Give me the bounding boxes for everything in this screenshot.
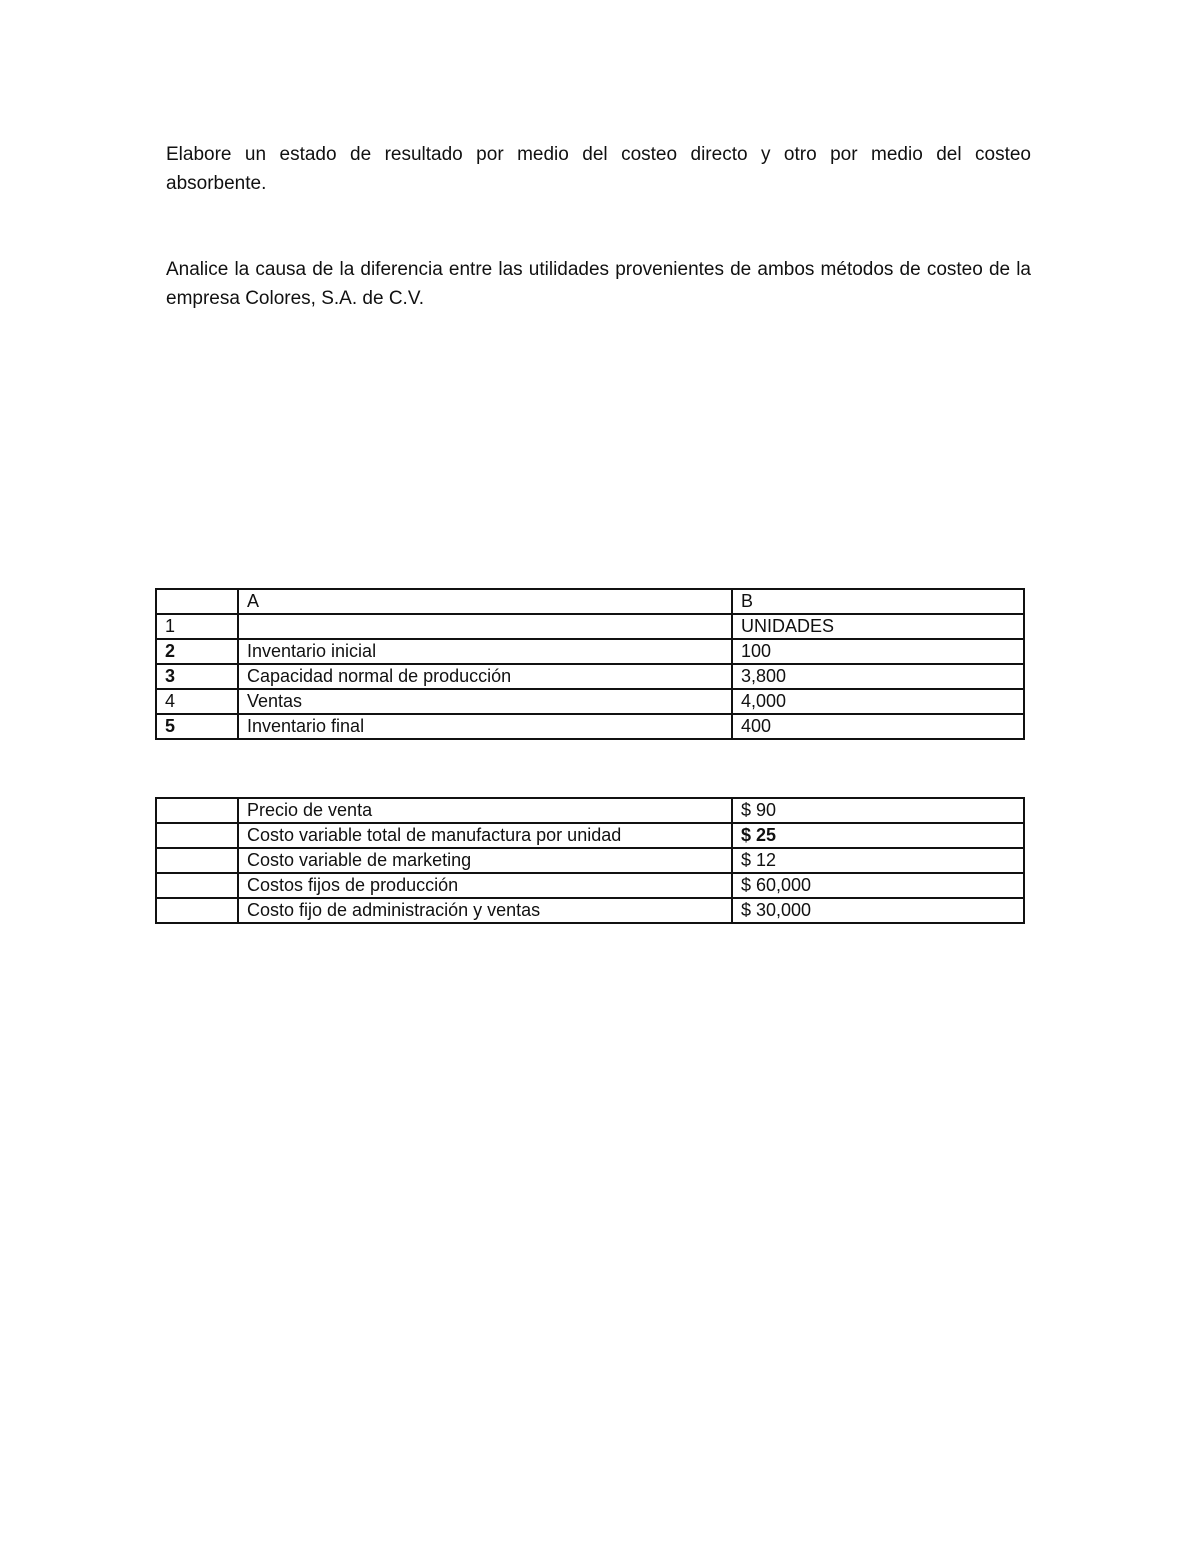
label-cell: Costo variable de marketing: [238, 848, 732, 873]
row-number-cell: 5: [156, 714, 238, 739]
row-number-cell: 4: [156, 689, 238, 714]
table-row: [156, 798, 1024, 823]
row-number-cell: [156, 798, 238, 823]
row-number-cell: 2: [156, 639, 238, 664]
costs-table: [155, 797, 1025, 924]
value-cell: 4,000: [732, 689, 1024, 714]
table-row: [156, 823, 1024, 848]
units-table: [155, 588, 1025, 740]
row-number-cell: 1: [156, 614, 238, 639]
value-cell: 400: [732, 714, 1024, 739]
value-cell: $ 30,000: [732, 898, 1024, 923]
row-number-cell: 3: [156, 664, 238, 689]
row-number-cell: [156, 898, 238, 923]
table-row: [156, 689, 1024, 714]
label-cell: [238, 614, 732, 639]
instruction-paragraph-2: Analice la causa de la diferencia entre las utilidades provenientes de ambos métodos de costeo de la empresa Colores, S.A. de C.V.: [166, 259, 1031, 309]
label-cell: Costos fijos de producción: [238, 873, 732, 898]
column-b-header: B: [732, 589, 1024, 614]
value-cell: $ 12: [732, 848, 1024, 873]
value-cell: $ 25: [732, 823, 1024, 848]
instruction-paragraph-1: Elabore un estado de resultado por medio del costeo directo y otro por medio del costeo absorbente.: [166, 144, 1031, 194]
row-number-cell: [156, 589, 238, 614]
table-row: [156, 898, 1024, 923]
row-number-cell: [156, 848, 238, 873]
table-row: [156, 664, 1024, 689]
row-number-cell: [156, 823, 238, 848]
value-cell: $ 90: [732, 798, 1024, 823]
label-cell: Costo variable total de manufactura por unidad: [238, 823, 732, 848]
table-row: [156, 614, 1024, 639]
table-row: [156, 848, 1024, 873]
label-cell: Precio de venta: [238, 798, 732, 823]
value-cell: 100: [732, 639, 1024, 664]
label-cell: Inventario inicial: [238, 639, 732, 664]
label-cell: Costo fijo de administración y ventas: [238, 898, 732, 923]
value-cell: UNIDADES: [732, 614, 1024, 639]
column-a-header: A: [238, 589, 732, 614]
table-header-row: [156, 589, 1024, 614]
row-number-cell: [156, 873, 238, 898]
label-cell: Capacidad normal de producción: [238, 664, 732, 689]
table-row: [156, 714, 1024, 739]
label-cell: Ventas: [238, 689, 732, 714]
label-cell: Inventario final: [238, 714, 732, 739]
table-row: [156, 873, 1024, 898]
value-cell: 3,800: [732, 664, 1024, 689]
value-cell: $ 60,000: [732, 873, 1024, 898]
table-row: [156, 639, 1024, 664]
